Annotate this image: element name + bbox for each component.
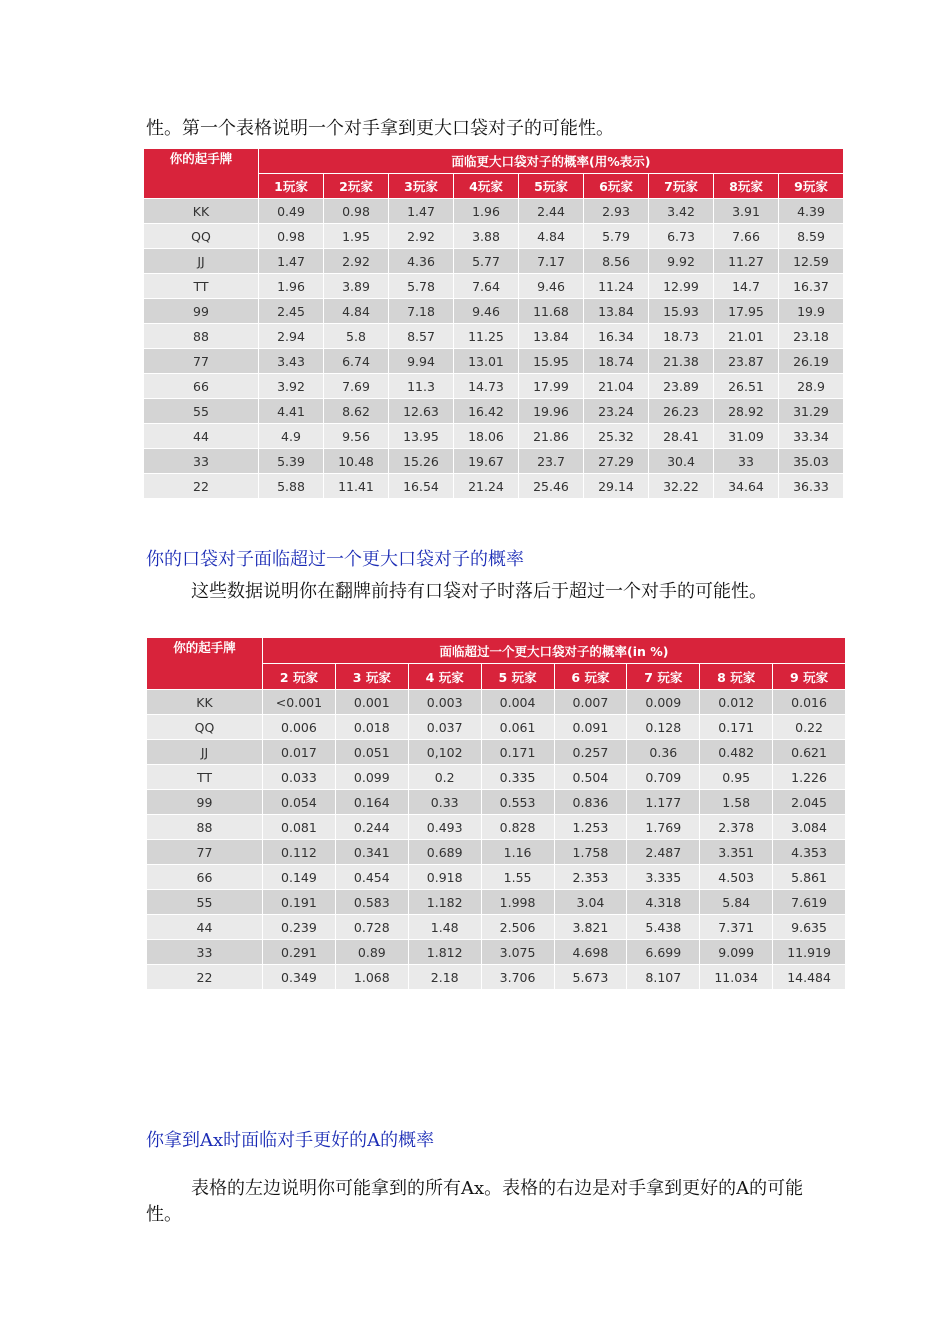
starting-hand-cell: 66	[144, 374, 259, 399]
table-row	[147, 715, 846, 740]
probability-cell: 0.349	[263, 965, 336, 990]
probability-cell: 9.94	[389, 349, 454, 374]
section-description-ax: 表格的左边说明你可能拿到的所有Ax。表格的右边是对手拿到更好的A的可能性。	[146, 1178, 804, 1225]
probability-cell: 3.88	[454, 224, 519, 249]
probability-cell: 2.378	[700, 815, 773, 840]
starting-hand-cell: 22	[144, 474, 259, 499]
starting-hand-cell: QQ	[147, 715, 263, 740]
probability-cell: 1.253	[554, 815, 627, 840]
probability-cell: 36.33	[779, 474, 844, 499]
probability-cell: 7.371	[700, 915, 773, 940]
multiple-bigger-pairs-table	[146, 637, 846, 990]
probability-cell: 4.353	[773, 840, 846, 865]
table2-column-header: 6 玩家	[554, 664, 627, 690]
starting-hand-cell: TT	[144, 274, 259, 299]
table1-body	[144, 199, 844, 499]
probability-cell: 2.94	[259, 324, 324, 349]
probability-cell: 14.484	[773, 965, 846, 990]
probability-cell: 0.36	[627, 740, 700, 765]
table-row	[144, 349, 844, 374]
probability-cell: 13.95	[389, 424, 454, 449]
probability-cell: 2.506	[481, 915, 554, 940]
probability-cell: 6.73	[649, 224, 714, 249]
table-row	[144, 374, 844, 399]
probability-cell: 16.34	[584, 324, 649, 349]
starting-hand-cell: 33	[144, 449, 259, 474]
probability-cell: 0.504	[554, 765, 627, 790]
probability-cell: 0.037	[408, 715, 481, 740]
table1-corner-header: 你的起手牌	[144, 149, 259, 199]
probability-cell: 8.62	[324, 399, 389, 424]
probability-cell: 1.96	[454, 199, 519, 224]
probability-cell: 11.25	[454, 324, 519, 349]
probability-cell: 5.84	[700, 890, 773, 915]
table-row	[147, 865, 846, 890]
probability-cell: 5.77	[454, 249, 519, 274]
probability-cell: 0.98	[324, 199, 389, 224]
probability-cell: 0.341	[335, 840, 408, 865]
starting-hand-cell: 88	[147, 815, 263, 840]
probability-cell: 3.351	[700, 840, 773, 865]
table-row	[147, 740, 846, 765]
probability-cell: 4.9	[259, 424, 324, 449]
table2-title-header: 面临超过一个更大口袋对子的概率(in %)	[263, 638, 846, 664]
probability-cell: 27.29	[584, 449, 649, 474]
probability-cell: 5.78	[389, 274, 454, 299]
probability-cell: 21.38	[649, 349, 714, 374]
starting-hand-cell: 99	[144, 299, 259, 324]
probability-cell: 3.335	[627, 865, 700, 890]
probability-cell: 21.86	[519, 424, 584, 449]
probability-cell: 1.177	[627, 790, 700, 815]
probability-cell: 0.244	[335, 815, 408, 840]
probability-cell: 12.59	[779, 249, 844, 274]
intro-text: 性。第一个表格说明一个对手拿到更大口袋对子的可能性。	[146, 118, 614, 139]
probability-cell: 3.89	[324, 274, 389, 299]
starting-hand-cell: 77	[147, 840, 263, 865]
probability-cell: 0.004	[481, 690, 554, 715]
probability-cell: 2.487	[627, 840, 700, 865]
probability-cell: 11.919	[773, 940, 846, 965]
table-row	[144, 324, 844, 349]
probability-cell: 23.7	[519, 449, 584, 474]
probability-cell: 28.41	[649, 424, 714, 449]
probability-cell: 0.099	[335, 765, 408, 790]
probability-cell: 18.06	[454, 424, 519, 449]
probability-cell: 31.09	[714, 424, 779, 449]
probability-cell: 8.107	[627, 965, 700, 990]
probability-cell: 5.438	[627, 915, 700, 940]
probability-cell: 19.9	[779, 299, 844, 324]
probability-cell: 19.67	[454, 449, 519, 474]
probability-cell: 15.26	[389, 449, 454, 474]
probability-cell: 5.39	[259, 449, 324, 474]
probability-cell: 0.689	[408, 840, 481, 865]
probability-cell: 0.033	[263, 765, 336, 790]
probability-cell: 0.2	[408, 765, 481, 790]
table1-title-header: 面临更大口袋对子的概率(用%表示)	[259, 149, 844, 174]
probability-cell: 5.861	[773, 865, 846, 890]
probability-cell: 15.95	[519, 349, 584, 374]
table-row	[144, 449, 844, 474]
starting-hand-cell: 55	[144, 399, 259, 424]
probability-cell: 31.29	[779, 399, 844, 424]
probability-cell: 26.23	[649, 399, 714, 424]
probability-cell: 0.918	[408, 865, 481, 890]
bigger-pair-probability-table	[143, 148, 844, 499]
section-description-multiple: 这些数据说明你在翻牌前持有口袋对子时落后于超过一个对手的可能性。	[191, 581, 767, 602]
probability-cell: 0.291	[263, 940, 336, 965]
probability-cell: 1.47	[389, 199, 454, 224]
table1-column-header: 4玩家	[454, 174, 519, 199]
probability-cell: 0.49	[259, 199, 324, 224]
table-row	[147, 940, 846, 965]
probability-cell: 0.621	[773, 740, 846, 765]
probability-cell: 25.46	[519, 474, 584, 499]
probability-cell: 14.73	[454, 374, 519, 399]
table-row	[147, 815, 846, 840]
probability-cell: 1.182	[408, 890, 481, 915]
probability-cell: 1.48	[408, 915, 481, 940]
probability-cell: 0.081	[263, 815, 336, 840]
probability-cell: 5.79	[584, 224, 649, 249]
probability-cell: 6.699	[627, 940, 700, 965]
probability-cell: 9.56	[324, 424, 389, 449]
probability-cell: 2.92	[389, 224, 454, 249]
starting-hand-cell: TT	[147, 765, 263, 790]
table-row	[147, 790, 846, 815]
table-row	[144, 199, 844, 224]
probability-cell: 16.42	[454, 399, 519, 424]
probability-cell: 1.96	[259, 274, 324, 299]
table1-column-header: 1玩家	[259, 174, 324, 199]
starting-hand-cell: 77	[144, 349, 259, 374]
probability-cell: 1.226	[773, 765, 846, 790]
probability-cell: 11.41	[324, 474, 389, 499]
starting-hand-cell: KK	[147, 690, 263, 715]
section-heading-multiple-bigger-pairs: 你的口袋对子面临超过一个更大口袋对子的概率	[146, 549, 524, 570]
probability-cell: 3.43	[259, 349, 324, 374]
probability-cell: 1.58	[700, 790, 773, 815]
probability-cell: 0.836	[554, 790, 627, 815]
probability-cell: 33	[714, 449, 779, 474]
probability-cell: 0.95	[700, 765, 773, 790]
probability-cell: 21.01	[714, 324, 779, 349]
probability-cell: 0.006	[263, 715, 336, 740]
probability-cell: 0.018	[335, 715, 408, 740]
probability-cell: 9.635	[773, 915, 846, 940]
probability-cell: 0.051	[335, 740, 408, 765]
probability-cell: 0.128	[627, 715, 700, 740]
table2-column-header: 8 玩家	[700, 664, 773, 690]
starting-hand-cell: 55	[147, 890, 263, 915]
table-row	[144, 224, 844, 249]
table-row	[144, 474, 844, 499]
starting-hand-cell: 88	[144, 324, 259, 349]
probability-cell: 0.016	[773, 690, 846, 715]
probability-cell: 16.37	[779, 274, 844, 299]
probability-cell: 1.95	[324, 224, 389, 249]
probability-cell: 11.68	[519, 299, 584, 324]
probability-cell: 2.44	[519, 199, 584, 224]
probability-cell: 2.93	[584, 199, 649, 224]
probability-cell: 18.74	[584, 349, 649, 374]
probability-cell: 7.66	[714, 224, 779, 249]
probability-cell: 0.164	[335, 790, 408, 815]
table2-column-header: 2 玩家	[263, 664, 336, 690]
probability-cell: 3.04	[554, 890, 627, 915]
probability-cell: 9.099	[700, 940, 773, 965]
probability-cell: 2.92	[324, 249, 389, 274]
probability-cell: 0.001	[335, 690, 408, 715]
probability-cell: 16.54	[389, 474, 454, 499]
table-row	[144, 299, 844, 324]
probability-cell: <0.001	[263, 690, 336, 715]
probability-cell: 0.191	[263, 890, 336, 915]
table2-column-header: 3 玩家	[335, 664, 408, 690]
probability-cell: 3.706	[481, 965, 554, 990]
probability-cell: 0.017	[263, 740, 336, 765]
starting-hand-cell: JJ	[147, 740, 263, 765]
probability-cell: 0.454	[335, 865, 408, 890]
probability-cell: 5.8	[324, 324, 389, 349]
probability-cell: 3.075	[481, 940, 554, 965]
probability-cell: 0.171	[481, 740, 554, 765]
probability-cell: 0.112	[263, 840, 336, 865]
probability-cell: 11.27	[714, 249, 779, 274]
probability-cell: 13.84	[519, 324, 584, 349]
probability-cell: 0.007	[554, 690, 627, 715]
table1-column-header: 7玩家	[649, 174, 714, 199]
probability-cell: 1.758	[554, 840, 627, 865]
probability-cell: 15.93	[649, 299, 714, 324]
probability-cell: 29.14	[584, 474, 649, 499]
probability-cell: 0.493	[408, 815, 481, 840]
probability-cell: 23.24	[584, 399, 649, 424]
starting-hand-cell: 99	[147, 790, 263, 815]
starting-hand-cell: KK	[144, 199, 259, 224]
probability-cell: 23.87	[714, 349, 779, 374]
probability-cell: 2.45	[259, 299, 324, 324]
starting-hand-cell: 22	[147, 965, 263, 990]
table1-column-header: 9玩家	[779, 174, 844, 199]
probability-cell: 0.149	[263, 865, 336, 890]
probability-cell: 3.821	[554, 915, 627, 940]
probability-cell: 9.46	[519, 274, 584, 299]
probability-cell: 4.41	[259, 399, 324, 424]
probability-cell: 23.18	[779, 324, 844, 349]
table2-body	[147, 690, 846, 990]
probability-cell: 9.46	[454, 299, 519, 324]
probability-cell: 17.95	[714, 299, 779, 324]
table-row	[144, 399, 844, 424]
probability-cell: 11.24	[584, 274, 649, 299]
probability-cell: 0.583	[335, 890, 408, 915]
probability-cell: 0.98	[259, 224, 324, 249]
table-row	[144, 424, 844, 449]
probability-cell: 0.709	[627, 765, 700, 790]
probability-cell: 28.92	[714, 399, 779, 424]
probability-cell: 0.728	[335, 915, 408, 940]
probability-cell: 33.34	[779, 424, 844, 449]
probability-cell: 6.74	[324, 349, 389, 374]
probability-cell: 0.003	[408, 690, 481, 715]
probability-cell: 28.9	[779, 374, 844, 399]
probability-cell: 14.7	[714, 274, 779, 299]
table-row	[147, 765, 846, 790]
starting-hand-cell: 66	[147, 865, 263, 890]
table1-column-header: 3玩家	[389, 174, 454, 199]
probability-cell: 26.19	[779, 349, 844, 374]
probability-cell: 13.01	[454, 349, 519, 374]
starting-hand-cell: 44	[144, 424, 259, 449]
probability-cell: 2.353	[554, 865, 627, 890]
probability-cell: 12.63	[389, 399, 454, 424]
probability-cell: 7.17	[519, 249, 584, 274]
probability-cell: 7.64	[454, 274, 519, 299]
probability-cell: 0.009	[627, 690, 700, 715]
probability-cell: 0.239	[263, 915, 336, 940]
table-row	[147, 890, 846, 915]
probability-cell: 1.16	[481, 840, 554, 865]
probability-cell: 26.51	[714, 374, 779, 399]
table-row	[144, 274, 844, 299]
probability-cell: 11.3	[389, 374, 454, 399]
table2-column-header: 9 玩家	[773, 664, 846, 690]
probability-cell: 0.89	[335, 940, 408, 965]
probability-cell: 1.068	[335, 965, 408, 990]
probability-cell: 10.48	[324, 449, 389, 474]
probability-cell: 0,102	[408, 740, 481, 765]
probability-cell: 21.04	[584, 374, 649, 399]
probability-cell: 0.22	[773, 715, 846, 740]
probability-cell: 1.55	[481, 865, 554, 890]
probability-cell: 0.012	[700, 690, 773, 715]
probability-cell: 0.091	[554, 715, 627, 740]
probability-cell: 4.503	[700, 865, 773, 890]
probability-cell: 7.619	[773, 890, 846, 915]
probability-cell: 0.054	[263, 790, 336, 815]
probability-cell: 21.24	[454, 474, 519, 499]
probability-cell: 11.034	[700, 965, 773, 990]
probability-cell: 34.64	[714, 474, 779, 499]
probability-cell: 23.89	[649, 374, 714, 399]
table-row	[147, 915, 846, 940]
probability-cell: 2.18	[408, 965, 481, 990]
probability-cell: 25.32	[584, 424, 649, 449]
probability-cell: 18.73	[649, 324, 714, 349]
table1-column-header: 2玩家	[324, 174, 389, 199]
probability-cell: 3.92	[259, 374, 324, 399]
probability-cell: 8.56	[584, 249, 649, 274]
probability-cell: 7.18	[389, 299, 454, 324]
probability-cell: 0.33	[408, 790, 481, 815]
probability-cell: 0.553	[481, 790, 554, 815]
probability-cell: 4.36	[389, 249, 454, 274]
table-row	[147, 840, 846, 865]
probability-cell: 3.42	[649, 199, 714, 224]
probability-cell: 0.482	[700, 740, 773, 765]
probability-cell: 4.84	[519, 224, 584, 249]
table2-corner-header: 你的起手牌	[147, 638, 263, 690]
table-row	[147, 965, 846, 990]
table-row	[144, 249, 844, 274]
probability-cell: 1.998	[481, 890, 554, 915]
starting-hand-cell: 44	[147, 915, 263, 940]
probability-cell: 9.92	[649, 249, 714, 274]
section-heading-ax: 你拿到Ax时面临对手更好的A的概率	[146, 1130, 435, 1151]
probability-cell: 5.673	[554, 965, 627, 990]
probability-cell: 0.335	[481, 765, 554, 790]
probability-cell: 8.59	[779, 224, 844, 249]
probability-cell: 17.99	[519, 374, 584, 399]
table1-column-header: 8玩家	[714, 174, 779, 199]
table2-column-header: 7 玩家	[627, 664, 700, 690]
probability-cell: 32.22	[649, 474, 714, 499]
probability-cell: 3.91	[714, 199, 779, 224]
probability-cell: 1.47	[259, 249, 324, 274]
table2-column-header: 5 玩家	[481, 664, 554, 690]
probability-cell: 4.318	[627, 890, 700, 915]
starting-hand-cell: QQ	[144, 224, 259, 249]
starting-hand-cell: 33	[147, 940, 263, 965]
probability-cell: 30.4	[649, 449, 714, 474]
probability-cell: 8.57	[389, 324, 454, 349]
table1-column-header: 5玩家	[519, 174, 584, 199]
table-row	[147, 690, 846, 715]
probability-cell: 3.084	[773, 815, 846, 840]
probability-cell: 0.171	[700, 715, 773, 740]
probability-cell: 0.828	[481, 815, 554, 840]
probability-cell: 13.84	[584, 299, 649, 324]
probability-cell: 2.045	[773, 790, 846, 815]
probability-cell: 4.698	[554, 940, 627, 965]
probability-cell: 19.96	[519, 399, 584, 424]
probability-cell: 1.812	[408, 940, 481, 965]
probability-cell: 35.03	[779, 449, 844, 474]
probability-cell: 4.39	[779, 199, 844, 224]
probability-cell: 0.257	[554, 740, 627, 765]
probability-cell: 4.84	[324, 299, 389, 324]
probability-cell: 12.99	[649, 274, 714, 299]
probability-cell: 0.061	[481, 715, 554, 740]
table1-column-header: 6玩家	[584, 174, 649, 199]
probability-cell: 5.88	[259, 474, 324, 499]
probability-cell: 1.769	[627, 815, 700, 840]
probability-cell: 7.69	[324, 374, 389, 399]
starting-hand-cell: JJ	[144, 249, 259, 274]
table2-column-header: 4 玩家	[408, 664, 481, 690]
